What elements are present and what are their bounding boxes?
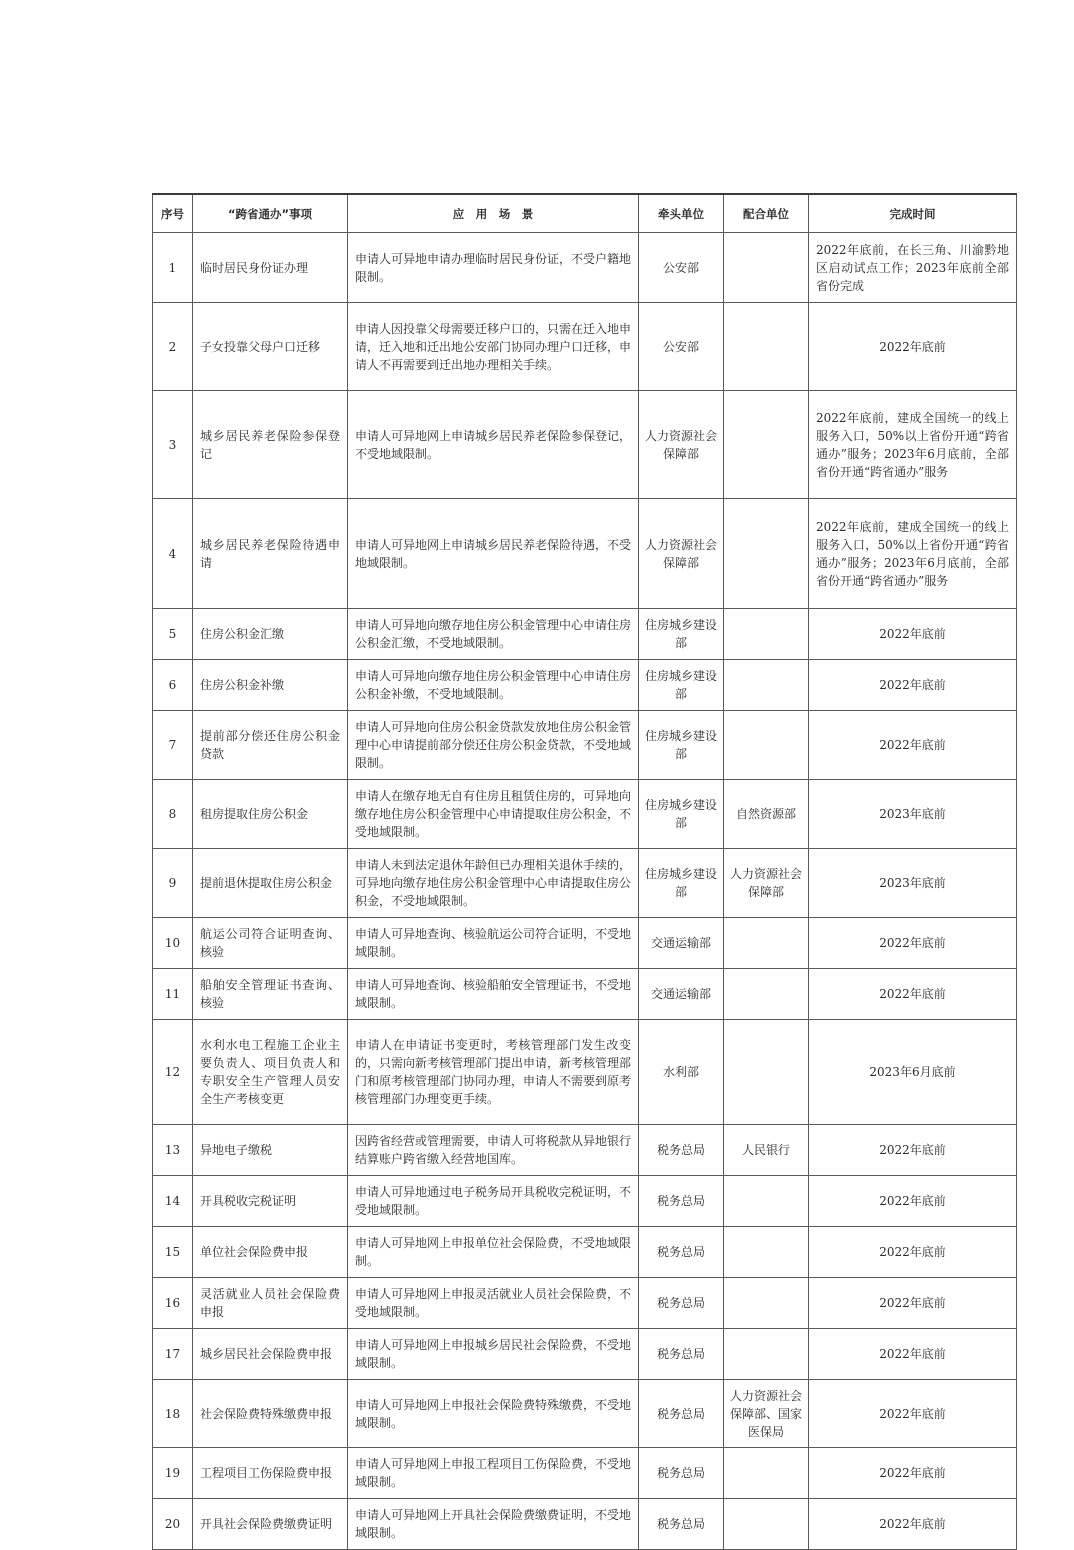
- row-lead: 水利部: [639, 1020, 724, 1125]
- row-time: 2022年底前: [809, 711, 1017, 780]
- table-row: [153, 969, 1017, 1020]
- row-lead: 交通运输部: [639, 918, 724, 969]
- row-coop: [724, 1020, 809, 1125]
- row-scene: 申请人可异地向缴存地住房公积金管理中心申请住房公积金补缴，不受地域限制。: [348, 660, 639, 711]
- row-time: 2023年底前: [809, 780, 1017, 849]
- row-coop: [724, 1499, 809, 1550]
- row-no: 20: [153, 1499, 193, 1550]
- row-item: 开具社会保险费缴费证明: [193, 1499, 348, 1550]
- row-coop: [724, 969, 809, 1020]
- row-lead: 税务总局: [639, 1227, 724, 1278]
- row-no: 13: [153, 1125, 193, 1176]
- row-lead: 税务总局: [639, 1278, 724, 1329]
- row-time: 2022年底前，建成全国统一的线上服务入口，50%以上省份开通“跨省通办”服务；2023年6月底前，全部省份开通“跨省通办”服务: [809, 499, 1017, 609]
- table-row: [153, 1380, 1017, 1448]
- row-coop: [724, 1176, 809, 1227]
- row-scene: 申请人可异地网上申报灵活就业人员社会保险费，不受地域限制。: [348, 1278, 639, 1329]
- row-item: 船舶安全管理证书查询、核验: [193, 969, 348, 1020]
- row-coop: 自然资源部: [724, 780, 809, 849]
- table-row: [153, 1448, 1017, 1499]
- row-lead: 公安部: [639, 303, 724, 391]
- row-no: 14: [153, 1176, 193, 1227]
- row-item: 社会保险费特殊缴费申报: [193, 1380, 348, 1448]
- row-no: 10: [153, 918, 193, 969]
- table-header-row: [153, 194, 1017, 233]
- row-time: 2022年底前，在长三角、川渝黔地区启动试点工作；2023年底前全部省份完成: [809, 233, 1017, 303]
- row-lead: 公安部: [639, 233, 724, 303]
- row-lead: 住房城乡建设部: [639, 780, 724, 849]
- row-coop: [724, 391, 809, 499]
- row-scene: 申请人可异地网上申请城乡居民养老保险待遇，不受地域限制。: [348, 499, 639, 609]
- row-time: 2022年底前: [809, 1380, 1017, 1448]
- row-time: 2022年底前: [809, 969, 1017, 1020]
- row-no: 1: [153, 233, 193, 303]
- row-item: 提前部分偿还住房公积金贷款: [193, 711, 348, 780]
- row-scene: 申请人可异地向缴存地住房公积金管理中心申请住房公积金汇缴，不受地域限制。: [348, 609, 639, 660]
- row-item: 水利水电工程施工企业主要负责人、项目负责人和专职安全生产管理人员安全生产考核变更: [193, 1020, 348, 1125]
- row-scene: 申请人可异地网上申请城乡居民养老保险参保登记，不受地域限制。: [348, 391, 639, 499]
- table-row: [153, 660, 1017, 711]
- row-no: 16: [153, 1278, 193, 1329]
- row-no: 15: [153, 1227, 193, 1278]
- row-coop: [724, 711, 809, 780]
- row-item: 城乡居民养老保险待遇申请: [193, 499, 348, 609]
- header-time: 完成时间: [809, 194, 1017, 233]
- row-no: 4: [153, 499, 193, 609]
- row-coop: [724, 303, 809, 391]
- table-row: [153, 1329, 1017, 1380]
- table-row: [153, 391, 1017, 499]
- row-coop: [724, 499, 809, 609]
- row-no: 9: [153, 849, 193, 918]
- row-scene: 申请人未到法定退休年龄但已办理相关退休手续的，可异地向缴存地住房公积金管理中心申请提取住房公积金，不受地域限制。: [348, 849, 639, 918]
- row-time: 2022年底前: [809, 303, 1017, 391]
- row-scene: 申请人因投靠父母需要迁移户口的，只需在迁入地申请，迁入地和迁出地公安部门协同办理户口迁移，申请人不再需要到迁出地办理相关手续。: [348, 303, 639, 391]
- table-row: [153, 1227, 1017, 1278]
- row-item: 航运公司符合证明查询、核验: [193, 918, 348, 969]
- row-scene: 申请人可异地向住房公积金贷款发放地住房公积金管理中心申请提前部分偿还住房公积金贷款，不受地域限制。: [348, 711, 639, 780]
- row-scene: 申请人可异地网上申报工程项目工伤保险费，不受地域限制。: [348, 1448, 639, 1499]
- row-lead: 人力资源社会保障部: [639, 499, 724, 609]
- row-scene: 申请人可异地网上申报单位社会保险费，不受地域限制。: [348, 1227, 639, 1278]
- table-body: [153, 233, 1017, 1550]
- row-time: 2022年底前: [809, 1499, 1017, 1550]
- row-scene: 申请人可异地查询、核验船舶安全管理证书，不受地域限制。: [348, 969, 639, 1020]
- row-scene: 申请人在缴存地无自有住房且租赁住房的，可异地向缴存地住房公积金管理中心申请提取住房公积金，不受地域限制。: [348, 780, 639, 849]
- row-lead: 交通运输部: [639, 969, 724, 1020]
- row-scene: 申请人可异地网上申报城乡居民社会保险费，不受地域限制。: [348, 1329, 639, 1380]
- row-scene: 申请人可异地网上申报社会保险费特殊缴费，不受地域限制。: [348, 1380, 639, 1448]
- row-lead: 住房城乡建设部: [639, 660, 724, 711]
- row-item: 异地电子缴税: [193, 1125, 348, 1176]
- row-no: 2: [153, 303, 193, 391]
- row-lead: 人力资源社会保障部: [639, 391, 724, 499]
- row-item: 子女投靠父母户口迁移: [193, 303, 348, 391]
- row-no: 17: [153, 1329, 193, 1380]
- table-row: [153, 711, 1017, 780]
- row-coop: 人民银行: [724, 1125, 809, 1176]
- row-no: 18: [153, 1380, 193, 1448]
- row-scene: 申请人可异地查询、核验航运公司符合证明，不受地域限制。: [348, 918, 639, 969]
- header-coop: 配合单位: [724, 194, 809, 233]
- table-row: [153, 1499, 1017, 1550]
- table-row: [153, 849, 1017, 918]
- row-coop: [724, 660, 809, 711]
- row-item: 住房公积金汇缴: [193, 609, 348, 660]
- row-time: 2022年底前: [809, 1227, 1017, 1278]
- row-time: 2023年底前: [809, 849, 1017, 918]
- table-row: [153, 233, 1017, 303]
- row-coop: [724, 1448, 809, 1499]
- row-time: 2022年底前: [809, 1448, 1017, 1499]
- row-lead: 税务总局: [639, 1380, 724, 1448]
- row-item: 单位社会保险费申报: [193, 1227, 348, 1278]
- row-no: 6: [153, 660, 193, 711]
- row-time: 2022年底前: [809, 1329, 1017, 1380]
- row-time: 2022年底前，建成全国统一的线上服务入口，50%以上省份开通“跨省通办”服务；2023年6月底前，全部省份开通“跨省通办”服务: [809, 391, 1017, 499]
- row-coop: [724, 1329, 809, 1380]
- row-no: 11: [153, 969, 193, 1020]
- row-coop: [724, 233, 809, 303]
- row-lead: 税务总局: [639, 1448, 724, 1499]
- row-coop: [724, 1278, 809, 1329]
- row-lead: 住房城乡建设部: [639, 711, 724, 780]
- table-row: [153, 780, 1017, 849]
- row-item: 临时居民身份证办理: [193, 233, 348, 303]
- row-coop: [724, 918, 809, 969]
- row-lead: 税务总局: [639, 1176, 724, 1227]
- table-row: [153, 1020, 1017, 1125]
- service-table: [152, 193, 1017, 1550]
- row-scene: 因跨省经营或管理需要，申请人可将税款从异地银行结算账户跨省缴入经营地国库。: [348, 1125, 639, 1176]
- row-item: 城乡居民社会保险费申报: [193, 1329, 348, 1380]
- row-scene: 申请人在申请证书变更时，考核管理部门发生改变的，只需向新考核管理部门提出申请，新考核管理部门和原考核管理部门协同办理，申请人不需要到原考核管理部门办理变更手续。: [348, 1020, 639, 1125]
- table-row: [153, 918, 1017, 969]
- row-item: 灵活就业人员社会保险费申报: [193, 1278, 348, 1329]
- row-coop: [724, 609, 809, 660]
- header-item: “跨省通办”事项: [193, 194, 348, 233]
- row-time: 2022年底前: [809, 660, 1017, 711]
- row-time: 2023年6月底前: [809, 1020, 1017, 1125]
- row-time: 2022年底前: [809, 1176, 1017, 1227]
- row-no: 7: [153, 711, 193, 780]
- row-lead: 税务总局: [639, 1329, 724, 1380]
- row-no: 19: [153, 1448, 193, 1499]
- row-item: 住房公积金补缴: [193, 660, 348, 711]
- row-no: 8: [153, 780, 193, 849]
- row-no: 12: [153, 1020, 193, 1125]
- row-item: 租房提取住房公积金: [193, 780, 348, 849]
- row-lead: 住房城乡建设部: [639, 849, 724, 918]
- row-no: 5: [153, 609, 193, 660]
- table-row: [153, 1278, 1017, 1329]
- row-time: 2022年底前: [809, 918, 1017, 969]
- row-no: 3: [153, 391, 193, 499]
- row-lead: 税务总局: [639, 1499, 724, 1550]
- row-time: 2022年底前: [809, 609, 1017, 660]
- row-coop: 人力资源社会保障部: [724, 849, 809, 918]
- row-item: 提前退休提取住房公积金: [193, 849, 348, 918]
- table-row: [153, 499, 1017, 609]
- row-scene: 申请人可异地通过电子税务局开具税收完税证明，不受地域限制。: [348, 1176, 639, 1227]
- row-scene: 申请人可异地申请办理临时居民身份证，不受户籍地限制。: [348, 233, 639, 303]
- row-item: 工程项目工伤保险费申报: [193, 1448, 348, 1499]
- header-no: 序号: [153, 194, 193, 233]
- table-row: [153, 303, 1017, 391]
- row-lead: 住房城乡建设部: [639, 609, 724, 660]
- row-item: 开具税收完税证明: [193, 1176, 348, 1227]
- row-time: 2022年底前: [809, 1278, 1017, 1329]
- row-scene: 申请人可异地网上开具社会保险费缴费证明，不受地域限制。: [348, 1499, 639, 1550]
- row-item: 城乡居民养老保险参保登记: [193, 391, 348, 499]
- row-time: 2022年底前: [809, 1125, 1017, 1176]
- row-coop: [724, 1227, 809, 1278]
- table-row: [153, 1125, 1017, 1176]
- row-coop: 人力资源社会保障部、国家医保局: [724, 1380, 809, 1448]
- header-lead: 牵头单位: [639, 194, 724, 233]
- table-row: [153, 609, 1017, 660]
- header-scene: 应 用 场 景: [348, 194, 639, 233]
- row-lead: 税务总局: [639, 1125, 724, 1176]
- table-row: [153, 1176, 1017, 1227]
